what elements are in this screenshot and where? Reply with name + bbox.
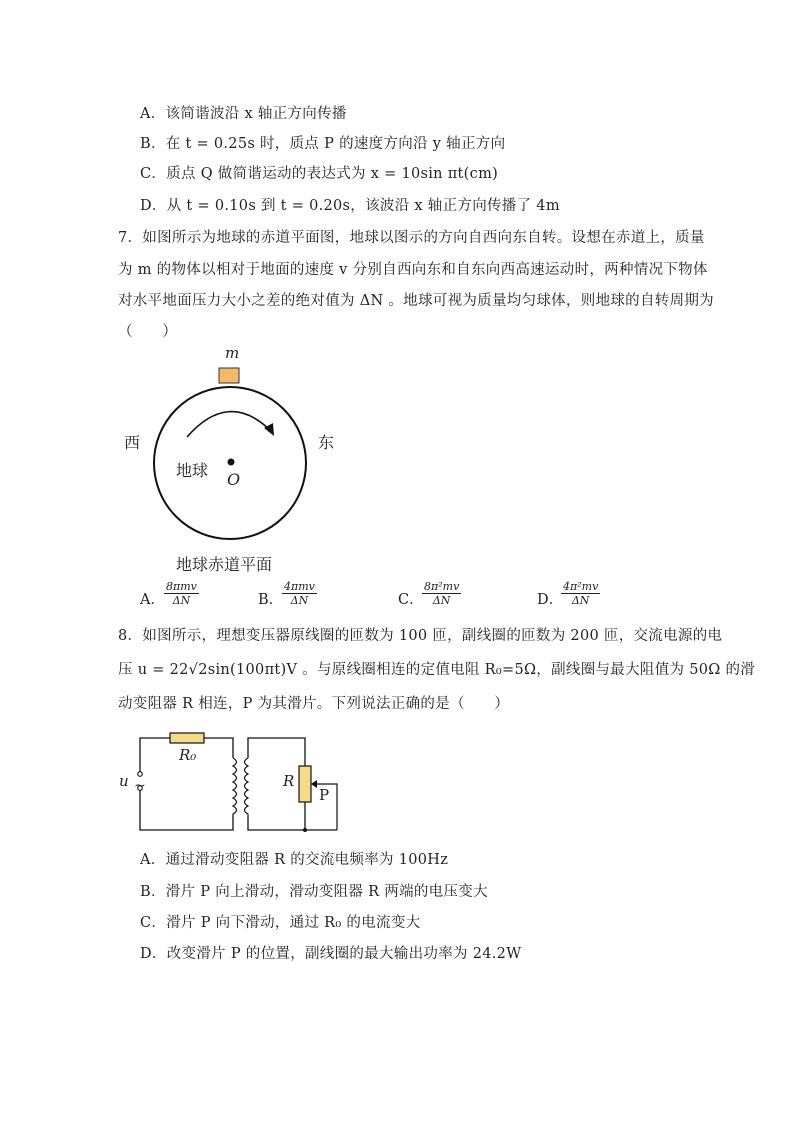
- center-dot: [228, 459, 235, 466]
- q7-option-c-fraction: [422, 580, 461, 607]
- q6-option-c: C．质点 Q 做简谐运动的表达式为 x = 10sin πt(cm): [140, 166, 499, 182]
- r-label: R: [283, 772, 295, 790]
- q8-option-b: B．滑片 P 向上滑动，滑动变阻器 R 两端的电压变大: [140, 884, 488, 900]
- q8-option-d: D．改变滑片 P 的位置，副线圈的最大输出功率为 24.2W: [140, 946, 522, 962]
- earth-label: 地球: [176, 461, 209, 480]
- q7-option-d-denominator: ΔN: [571, 594, 590, 607]
- q7-stem-line-2: 为 m 的物体以相对于地面的速度 v 分别自西向东和自东向西高速运动时，两种情况下物体: [118, 262, 708, 278]
- q7-option-c-numerator: 8π²mv: [424, 580, 460, 593]
- q7-option-a-denominator: ΔN: [172, 594, 191, 607]
- slider-arrow: [311, 780, 317, 788]
- q7-stem-line-1: 7．如图所示为地球的赤道平面图，地球以图示的方向自西向东自转。设想在赤道上，质量: [118, 230, 705, 246]
- figure-caption: 地球赤道平面: [176, 555, 273, 574]
- west-label: 西: [124, 433, 141, 452]
- center-o-label: O: [227, 470, 241, 489]
- q7-stem-line-4: （ ）: [118, 324, 178, 340]
- q6-option-b: B．在 t = 0.25s 时，质点 P 的速度方向沿 y 轴正方向: [140, 136, 506, 152]
- transformer-circuit: [115, 728, 355, 838]
- r0-label: R₀: [179, 746, 197, 764]
- q7-option-b-denominator: ΔN: [290, 594, 309, 607]
- p-label: P: [319, 786, 330, 804]
- secondary-coil: [245, 758, 249, 816]
- source-tilde-symbol: ~: [134, 778, 146, 794]
- mass-block: [219, 368, 239, 383]
- source-terminal-top: [138, 772, 143, 777]
- primary-coil: [233, 758, 237, 816]
- q7-option-d-letter: D．: [537, 592, 564, 608]
- q8-stem-line-1: 8．如图所示，理想变压器原线圈的匝数为 100 匝，副线圈的匝数为 200 匝，交流电源的电: [118, 628, 723, 644]
- q8-stem-line-2: 压 u = 22√2sin(100πt)V 。与原线圈相连的定值电阻 R₀=5Ω，副线圈与最大阻值为 50Ω 的滑: [118, 662, 756, 678]
- rheostat-r: [299, 766, 311, 802]
- q7-option-a-fraction: [164, 580, 199, 607]
- q7-option-a-letter: A．: [140, 592, 165, 608]
- east-label: 东: [318, 433, 335, 452]
- q6-option-d: D．从 t = 0.10s 到 t = 0.20s，该波沿 x 轴正方向传播了 4m: [140, 198, 560, 214]
- q7-option-b-numerator: 4πmv: [284, 580, 315, 593]
- q7-option-b-fraction: [282, 580, 317, 607]
- earth-diagram: [110, 340, 350, 580]
- mass-label: m: [225, 344, 240, 362]
- q8-option-a: A．通过滑动变阻器 R 的交流电频率为 100Hz: [140, 852, 449, 868]
- q8-stem-line-3: 动变阻器 R 相连，P 为其滑片。下列说法正确的是（ ）: [118, 696, 510, 712]
- transformer-figure: [115, 728, 355, 838]
- rotation-arc-arrow: [187, 412, 270, 437]
- q7-option-d-numerator: 4π²mv: [563, 580, 599, 593]
- q7-option-b-letter: B．: [258, 592, 284, 608]
- q6-option-a: A．该简谐波沿 x 轴正方向传播: [140, 106, 347, 122]
- q7-stem-line-3: 对水平地面压力大小之差的绝对值为 ΔN 。地球可视为质量均匀球体，则地球的自转周期为: [118, 293, 714, 309]
- q7-option-c-letter: C．: [398, 592, 424, 608]
- source-u-label: u: [119, 772, 129, 790]
- q7-option-d-fraction: [561, 580, 600, 607]
- q7-option-a-numerator: 8πmv: [166, 580, 197, 593]
- q8-option-c: C．滑片 P 向下滑动，通过 R₀ 的电流变大: [140, 915, 421, 931]
- r0-resistor: [170, 733, 204, 743]
- earth-figure: [110, 340, 350, 580]
- q7-option-c-denominator: ΔN: [432, 594, 451, 607]
